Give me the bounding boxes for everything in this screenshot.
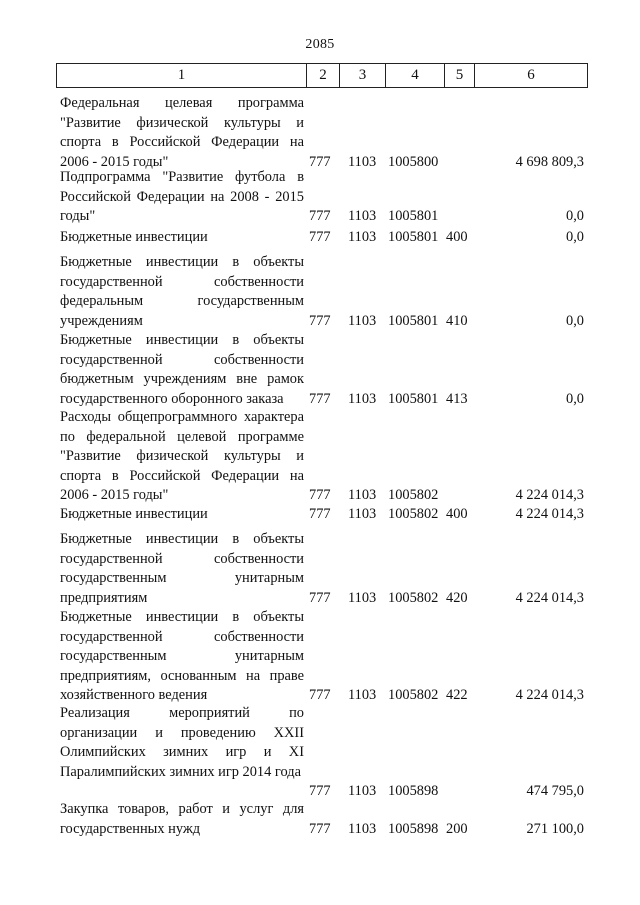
table-header <box>56 63 588 88</box>
row-sum: 0,0 <box>566 208 584 224</box>
row-gl: 777 <box>309 390 331 407</box>
row-gl: 777 <box>309 783 331 799</box>
row-sum: 474 795,0 <box>526 783 584 799</box>
row-rz: 1103 <box>348 589 377 606</box>
table-row <box>0 530 640 608</box>
row-name: Реализация мероприятий по организации и проведению XXII Олимпийских зимних игр и XI Паралимпийских зимних игр 2014 года <box>60 705 304 780</box>
row-gl: 777 <box>309 208 331 224</box>
row-sum: 4 224 014,3 <box>515 589 584 606</box>
row-cs: 1005801 <box>388 312 439 329</box>
row-name: Федеральная целевая программа "Развитие физической культуры и спорта в Российской Федерации на 2006 - 2015 годы" <box>60 95 304 170</box>
row-vr: 400 <box>446 229 468 245</box>
row-name: Расходы общепрограммного характера по федеральной целевой программе "Развитие физической культуры и спорта в Российской Федерации на 2006 - 2015 годы" <box>60 409 304 503</box>
row-sum: 271 100,0 <box>526 820 584 837</box>
row-sum: 4 224 014,3 <box>515 487 584 503</box>
row-rz: 1103 <box>348 820 377 837</box>
header-col-4: 4 <box>385 64 444 87</box>
row-name: Подпрограмма "Развитие футбола в Российской Федерации на 2008 - 2015 годы" <box>60 169 304 224</box>
row-rz: 1103 <box>348 208 377 224</box>
row-name: Закупка товаров, работ и услуг для государственных нужд <box>60 801 304 837</box>
row-rz: 1103 <box>348 487 377 503</box>
row-rz: 1103 <box>348 229 377 245</box>
row-name: Бюджетные инвестиции в объекты государственной собственности федеральным государственным учреждениям <box>60 254 304 329</box>
row-name: Бюджетные инвестиции в объекты государственной собственности государственным унитарным предприятиям <box>60 531 304 606</box>
row-cs: 1005898 <box>388 820 439 837</box>
table-row <box>0 94 640 172</box>
row-cs: 1005800 <box>388 153 439 170</box>
row-vr: 420 <box>446 589 468 606</box>
table-row <box>0 800 640 839</box>
row-name: Бюджетные инвестиции <box>60 506 208 522</box>
header-col-5: 5 <box>444 64 474 87</box>
table-row <box>0 608 640 706</box>
row-sum: 0,0 <box>566 312 584 329</box>
header-col-6: 6 <box>474 64 587 87</box>
row-rz: 1103 <box>348 687 377 703</box>
row-gl: 777 <box>309 820 331 837</box>
row-cs: 1005801 <box>388 229 439 245</box>
row-gl: 777 <box>309 487 331 503</box>
row-sum: 0,0 <box>566 390 584 407</box>
table-row <box>0 331 640 409</box>
row-rz: 1103 <box>348 783 377 799</box>
row-rz: 1103 <box>348 390 377 407</box>
row-gl: 777 <box>309 589 331 606</box>
row-cs: 1005802 <box>388 687 439 703</box>
row-cs: 1005802 <box>388 506 439 522</box>
row-vr: 200 <box>446 820 468 837</box>
row-gl: 777 <box>309 312 331 329</box>
row-cs: 1005802 <box>388 487 439 503</box>
row-gl: 777 <box>309 687 331 703</box>
table-row <box>0 704 640 802</box>
row-name: Бюджетные инвестиции <box>60 229 208 245</box>
row-rz: 1103 <box>348 312 377 329</box>
row-cs: 1005801 <box>388 208 439 224</box>
table-row <box>0 228 640 248</box>
row-gl: 777 <box>309 153 331 170</box>
row-cs: 1005898 <box>388 783 439 799</box>
table-row <box>0 253 640 331</box>
row-vr: 400 <box>446 506 468 522</box>
table-row <box>0 505 640 525</box>
row-cs: 1005801 <box>388 390 439 407</box>
row-gl: 777 <box>309 506 331 522</box>
row-vr: 410 <box>446 312 468 329</box>
table-row <box>0 408 640 506</box>
row-gl: 777 <box>309 229 331 245</box>
row-name: Бюджетные инвестиции в объекты государственной собственности бюджетным учреждениям вне рамок государственного оборонного заказа <box>60 332 304 407</box>
row-sum: 0,0 <box>566 229 584 245</box>
row-vr: 413 <box>446 390 468 407</box>
page-number: 2085 <box>305 37 335 52</box>
header-col-2: 2 <box>306 64 339 87</box>
header-col-3: 3 <box>339 64 385 87</box>
row-sum: 4 224 014,3 <box>515 687 584 703</box>
row-sum: 4 224 014,3 <box>515 506 584 522</box>
row-sum: 4 698 809,3 <box>515 153 584 170</box>
row-rz: 1103 <box>348 153 377 170</box>
row-rz: 1103 <box>348 506 377 522</box>
table-row <box>0 168 640 227</box>
row-cs: 1005802 <box>388 589 439 606</box>
header-col-1: 1 <box>177 67 186 83</box>
row-vr: 422 <box>446 687 468 703</box>
row-name: Бюджетные инвестиции в объекты государственной собственности государственным унитарным предприятиям, основанным на праве хозяйственного ведения <box>60 609 304 703</box>
